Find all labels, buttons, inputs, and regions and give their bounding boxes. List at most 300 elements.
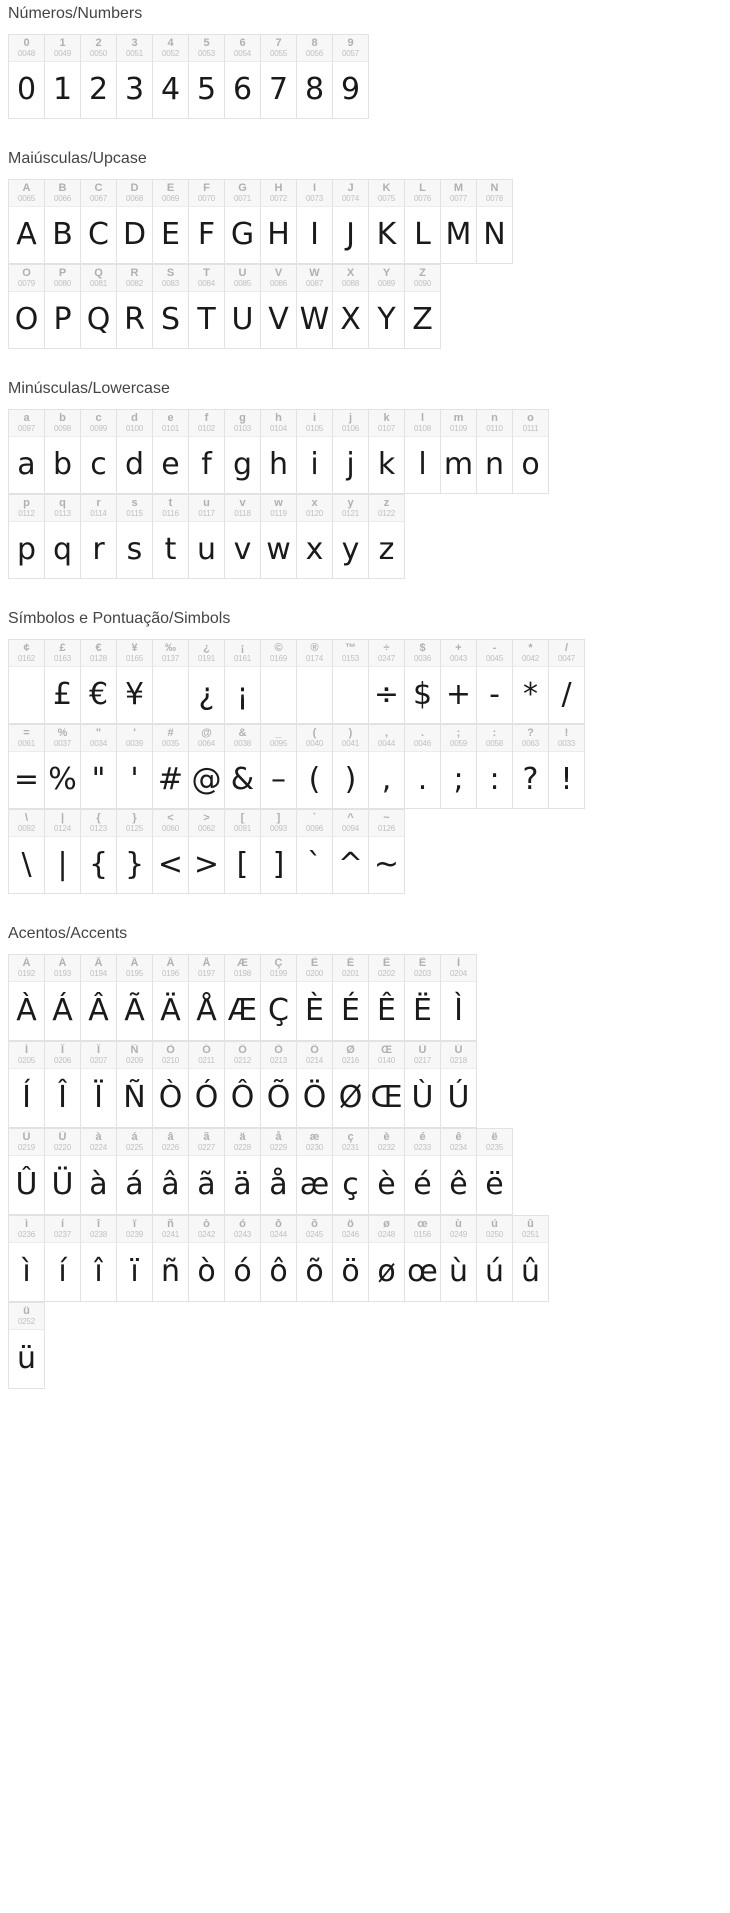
glyph-cell-header xyxy=(9,35,44,62)
glyph-cell-header xyxy=(477,1129,512,1156)
glyph-cell[interactable] xyxy=(441,1042,477,1128)
glyph-cell[interactable] xyxy=(369,640,405,724)
glyph-cell[interactable] xyxy=(333,495,369,579)
glyph-preview: [ xyxy=(236,847,249,882)
glyph-row xyxy=(8,409,549,494)
glyph-character-label: _ xyxy=(275,727,282,739)
glyph-character-label: / xyxy=(564,642,569,654)
glyph-preview: v xyxy=(233,532,252,567)
glyph-character-label: ¢ xyxy=(23,642,30,654)
glyph-cell[interactable] xyxy=(333,810,369,894)
glyph-cell[interactable] xyxy=(9,810,45,894)
glyph-preview: F xyxy=(197,217,216,252)
glyph-cell[interactable] xyxy=(189,955,225,1041)
glyph-preview: { xyxy=(88,847,109,882)
glyph-cell[interactable] xyxy=(45,1129,81,1215)
glyph-cell-header xyxy=(441,1042,476,1069)
glyph-cell[interactable] xyxy=(261,35,297,119)
glyph-cell[interactable] xyxy=(153,495,189,579)
glyph-cell-header xyxy=(225,35,260,62)
glyph-cell[interactable] xyxy=(225,35,261,119)
glyph-cell[interactable] xyxy=(513,410,549,494)
glyph-cell[interactable] xyxy=(81,640,117,724)
glyph-cell[interactable] xyxy=(9,495,45,579)
glyph-cell[interactable] xyxy=(225,495,261,579)
glyph-cell[interactable] xyxy=(405,1042,441,1128)
glyph-preview: r xyxy=(92,532,105,567)
glyph-cell[interactable] xyxy=(117,640,153,724)
glyph-cell[interactable] xyxy=(297,810,333,894)
glyph-character-label: ® xyxy=(310,642,319,654)
glyph-cell[interactable] xyxy=(369,1216,405,1302)
glyph-cell[interactable] xyxy=(153,725,189,809)
glyph-cell[interactable] xyxy=(45,725,81,809)
glyph-code-label: 0233 xyxy=(414,1143,431,1152)
glyph-cell[interactable] xyxy=(9,1303,45,1389)
glyph-cell[interactable] xyxy=(225,955,261,1041)
glyph-preview: w xyxy=(266,532,291,567)
glyph-character-label: Ü xyxy=(58,1131,67,1143)
glyph-cell[interactable] xyxy=(405,1216,441,1302)
glyph-code-label: 0038 xyxy=(234,739,251,748)
glyph-cell[interactable] xyxy=(333,1216,369,1302)
glyph-character-label: ë xyxy=(491,1131,498,1143)
glyph-character-label: T xyxy=(203,267,210,279)
glyph-cell[interactable] xyxy=(405,725,441,809)
glyph-cell-header xyxy=(9,1216,44,1243)
glyph-cell[interactable] xyxy=(189,1042,225,1128)
glyph-cell[interactable] xyxy=(513,1216,549,1302)
glyph-cell-header xyxy=(45,1129,80,1156)
glyph-cell[interactable] xyxy=(117,725,153,809)
glyph-cell[interactable] xyxy=(369,1129,405,1215)
glyph-cell-header xyxy=(81,265,116,292)
glyph-preview: l xyxy=(418,447,427,482)
glyph-preview: ï xyxy=(130,1254,139,1289)
glyph-cell[interactable] xyxy=(261,1042,297,1128)
glyph-cell[interactable] xyxy=(261,1216,297,1302)
glyph-code-label: 0251 xyxy=(522,1230,539,1239)
glyph-cell[interactable] xyxy=(45,35,81,119)
glyph-preview: > xyxy=(193,847,220,882)
glyph-cell[interactable] xyxy=(189,1216,225,1302)
glyph-character-label: ÷ xyxy=(383,642,390,654)
glyph-cell[interactable] xyxy=(405,640,441,724)
glyph-cell[interactable] xyxy=(441,1216,477,1302)
glyph-preview: Í xyxy=(22,1080,31,1115)
glyph-code-label: 0239 xyxy=(126,1230,143,1239)
glyph-cell-header xyxy=(261,1129,296,1156)
glyph-character-label: W xyxy=(309,267,320,279)
glyph-cell[interactable] xyxy=(189,265,225,349)
glyph-cell-header xyxy=(153,1129,188,1156)
glyph-cell-header xyxy=(369,640,404,667)
glyph-row xyxy=(8,1302,45,1389)
glyph-cell[interactable] xyxy=(45,410,81,494)
glyph-preview: € xyxy=(88,677,109,712)
glyph-cell[interactable] xyxy=(9,180,45,264)
glyph-cell[interactable] xyxy=(225,1129,261,1215)
glyph-cell[interactable] xyxy=(477,725,513,809)
glyph-preview: Ò xyxy=(158,1080,183,1115)
glyph-preview: é xyxy=(413,1167,432,1202)
glyph-cell-header xyxy=(405,1216,440,1243)
glyph-cell[interactable] xyxy=(297,725,333,809)
glyph-cell[interactable] xyxy=(45,495,81,579)
glyph-cell[interactable] xyxy=(153,810,189,894)
glyph-preview: % xyxy=(48,762,77,797)
glyph-row xyxy=(8,1128,513,1215)
glyph-preview: 3 xyxy=(124,72,145,107)
glyph-code-label: 0037 xyxy=(54,739,71,748)
glyph-code-label: 0077 xyxy=(450,194,467,203)
glyph-cell[interactable] xyxy=(153,35,189,119)
glyph-cell[interactable] xyxy=(45,640,81,724)
glyph-cell[interactable] xyxy=(477,180,513,264)
glyph-character-label: V xyxy=(274,267,283,279)
glyph-character-label: Ä xyxy=(166,957,175,969)
glyph-cell[interactable] xyxy=(189,35,225,119)
glyph-character-label: Ó xyxy=(202,1044,211,1056)
glyph-cell[interactable] xyxy=(189,725,225,809)
glyph-cell[interactable] xyxy=(117,180,153,264)
glyph-code-label: 0111 xyxy=(522,424,539,433)
glyph-character-label: Û xyxy=(22,1131,31,1143)
glyph-cell[interactable] xyxy=(441,1129,477,1215)
glyph-cell[interactable] xyxy=(153,1042,189,1128)
glyph-preview: ó xyxy=(233,1254,252,1289)
glyph-cell[interactable] xyxy=(261,955,297,1041)
glyph-cell-header xyxy=(189,410,224,437)
glyph-preview: . xyxy=(417,762,428,797)
glyph-cell[interactable] xyxy=(117,810,153,894)
glyph-character-label: = xyxy=(23,727,30,739)
glyph-code-label: 0114 xyxy=(90,509,107,518)
glyph-cell[interactable] xyxy=(153,955,189,1041)
glyph-cell[interactable] xyxy=(81,725,117,809)
glyph-cell[interactable] xyxy=(369,410,405,494)
glyph-preview: î xyxy=(94,1254,103,1289)
glyph-cell[interactable] xyxy=(153,265,189,349)
glyph-cell[interactable] xyxy=(117,495,153,579)
glyph-cell[interactable] xyxy=(189,495,225,579)
glyph-preview: + xyxy=(445,677,472,712)
glyph-preview: g xyxy=(232,447,253,482)
glyph-preview: , xyxy=(381,762,392,797)
glyph-cell[interactable] xyxy=(45,955,81,1041)
glyph-cell[interactable] xyxy=(9,725,45,809)
glyph-code-label: 0069 xyxy=(162,194,179,203)
glyph-preview: s xyxy=(126,532,143,567)
glyph-character-label: D xyxy=(130,182,139,194)
glyph-cell[interactable] xyxy=(225,725,261,809)
glyph-character-label: i xyxy=(312,412,317,424)
glyph-cell[interactable] xyxy=(261,410,297,494)
glyph-code-label: 0104 xyxy=(270,424,287,433)
glyph-cell[interactable] xyxy=(153,1129,189,1215)
glyph-cell[interactable] xyxy=(153,180,189,264)
glyph-cell-header xyxy=(441,410,476,437)
glyph-character-label: ~ xyxy=(383,812,390,824)
glyph-cell-header xyxy=(333,265,368,292)
glyph-cell[interactable] xyxy=(189,640,225,724)
glyph-cell[interactable] xyxy=(441,725,477,809)
glyph-cell[interactable] xyxy=(117,955,153,1041)
glyph-code-label: 0169 xyxy=(270,654,287,663)
glyph-cell[interactable] xyxy=(333,1129,369,1215)
glyph-cell[interactable] xyxy=(261,1129,297,1215)
glyph-cell-header xyxy=(297,640,332,667)
glyph-cell[interactable] xyxy=(297,640,333,724)
glyph-cell-header xyxy=(45,35,80,62)
glyph-cell-header xyxy=(297,410,332,437)
glyph-cell[interactable] xyxy=(225,265,261,349)
glyph-cell[interactable] xyxy=(45,1042,81,1128)
glyph-character-label: œ xyxy=(417,1218,428,1230)
glyph-preview: 5 xyxy=(196,72,217,107)
glyph-cell-header xyxy=(189,955,224,982)
glyph-cell[interactable] xyxy=(477,410,513,494)
glyph-preview: # xyxy=(157,762,184,797)
section-title: Símbolos e Pontuação/Simbols xyxy=(8,610,231,627)
glyph-cell-header xyxy=(477,410,512,437)
glyph-cell[interactable] xyxy=(189,180,225,264)
glyph-code-label: 0097 xyxy=(18,424,35,433)
glyph-character-label: t xyxy=(168,497,173,509)
glyph-preview: : xyxy=(489,762,500,797)
glyph-cell[interactable] xyxy=(225,1042,261,1128)
glyph-cell[interactable] xyxy=(117,265,153,349)
glyph-cell-header xyxy=(153,265,188,292)
glyph-cell[interactable] xyxy=(297,265,333,349)
glyph-code-label: 0050 xyxy=(90,49,107,58)
glyph-cell[interactable] xyxy=(369,1042,405,1128)
glyph-cell-header xyxy=(45,495,80,522)
glyph-character-label: ñ xyxy=(167,1218,174,1230)
glyph-cell[interactable] xyxy=(333,410,369,494)
glyph-cell[interactable] xyxy=(117,1129,153,1215)
glyph-cell[interactable] xyxy=(81,410,117,494)
glyph-preview: Ñ xyxy=(123,1080,146,1115)
glyph-preview: ù xyxy=(448,1254,468,1289)
glyph-cell[interactable] xyxy=(117,1042,153,1128)
glyph-cell[interactable] xyxy=(333,265,369,349)
glyph-cell-header xyxy=(369,725,404,752)
glyph-character-label: ï xyxy=(132,1218,137,1230)
glyph-cell[interactable] xyxy=(225,410,261,494)
glyph-cell[interactable] xyxy=(369,265,405,349)
glyph-cell[interactable] xyxy=(81,810,117,894)
glyph-cell[interactable] xyxy=(441,410,477,494)
glyph-cell[interactable] xyxy=(333,35,369,119)
glyph-character-label: A xyxy=(22,182,31,194)
glyph-character-label: J xyxy=(347,182,354,194)
glyph-cell[interactable] xyxy=(81,1129,117,1215)
glyph-cell[interactable] xyxy=(405,1129,441,1215)
glyph-character-label: h xyxy=(275,412,282,424)
glyph-cell[interactable] xyxy=(477,640,513,724)
glyph-character-label: * xyxy=(528,642,533,654)
glyph-preview: - xyxy=(489,677,500,712)
glyph-cell[interactable] xyxy=(81,180,117,264)
glyph-character-label: ò xyxy=(203,1218,210,1230)
glyph-character-label: ã xyxy=(203,1131,210,1143)
glyph-character-label: < xyxy=(167,812,174,824)
glyph-cell[interactable] xyxy=(297,1129,333,1215)
glyph-cell[interactable] xyxy=(297,495,333,579)
glyph-preview: P xyxy=(53,302,72,337)
glyph-cell-header xyxy=(45,180,80,207)
glyph-cell[interactable] xyxy=(225,1216,261,1302)
glyph-cell[interactable] xyxy=(117,410,153,494)
glyph-cell[interactable] xyxy=(189,410,225,494)
glyph-character-label: M xyxy=(453,182,464,194)
glyph-code-label: 0204 xyxy=(450,969,467,978)
glyph-cell[interactable] xyxy=(9,1129,45,1215)
glyph-cell[interactable] xyxy=(513,640,549,724)
glyph-cell[interactable] xyxy=(9,1042,45,1128)
glyph-code-label: 0067 xyxy=(90,194,107,203)
glyph-character-label: 4 xyxy=(167,37,174,49)
glyph-preview: Â xyxy=(88,993,109,1028)
glyph-preview: É xyxy=(341,993,360,1028)
glyph-cell[interactable] xyxy=(261,810,297,894)
glyph-character-label: P xyxy=(58,267,67,279)
glyph-cell[interactable] xyxy=(477,1129,513,1215)
glyph-preview: I xyxy=(310,217,319,252)
glyph-preview: ô xyxy=(269,1254,288,1289)
glyph-code-label: 0117 xyxy=(198,509,215,518)
glyph-cell-header xyxy=(441,1216,476,1243)
glyph-code-label: 0218 xyxy=(450,1056,467,1065)
glyph-cell[interactable] xyxy=(189,810,225,894)
glyph-cell-header xyxy=(297,35,332,62)
glyph-cell[interactable] xyxy=(297,410,333,494)
glyph-preview: u xyxy=(196,532,216,567)
glyph-cell[interactable] xyxy=(549,640,585,724)
glyph-cell-header xyxy=(405,265,440,292)
glyph-cell[interactable] xyxy=(261,495,297,579)
glyph-cell[interactable] xyxy=(369,955,405,1041)
glyph-cell[interactable] xyxy=(333,640,369,724)
glyph-cell-header xyxy=(45,1216,80,1243)
glyph-cell[interactable] xyxy=(45,265,81,349)
glyph-cell[interactable] xyxy=(441,180,477,264)
glyph-cell[interactable] xyxy=(369,810,405,894)
glyph-cell[interactable] xyxy=(81,495,117,579)
glyph-character-label: ó xyxy=(239,1218,246,1230)
glyph-cell[interactable] xyxy=(153,1216,189,1302)
glyph-cell[interactable] xyxy=(117,35,153,119)
glyph-cell[interactable] xyxy=(81,955,117,1041)
glyph-cell[interactable] xyxy=(81,1042,117,1128)
glyph-cell[interactable] xyxy=(9,410,45,494)
glyph-cell[interactable] xyxy=(369,725,405,809)
glyph-cell[interactable] xyxy=(9,1216,45,1302)
glyph-cell[interactable] xyxy=(9,955,45,1041)
glyph-cell[interactable] xyxy=(117,1216,153,1302)
glyph-cell-header xyxy=(369,810,404,837)
glyph-section xyxy=(0,924,730,1389)
glyph-preview: Ê xyxy=(377,993,396,1028)
glyph-preview: m xyxy=(443,447,474,482)
glyph-cell[interactable] xyxy=(297,1042,333,1128)
glyph-cell[interactable] xyxy=(45,180,81,264)
glyph-cell[interactable] xyxy=(261,265,297,349)
glyph-cell[interactable] xyxy=(513,725,549,809)
glyph-cell[interactable] xyxy=(297,35,333,119)
glyph-preview: û xyxy=(520,1254,540,1289)
glyph-cell[interactable] xyxy=(9,35,45,119)
glyph-cell[interactable] xyxy=(549,725,585,809)
glyph-preview: V xyxy=(268,302,289,337)
glyph-cell-header xyxy=(549,725,584,752)
glyph-cell[interactable] xyxy=(81,265,117,349)
glyph-cell[interactable] xyxy=(369,495,405,579)
glyph-cell[interactable] xyxy=(153,640,189,724)
glyph-cell[interactable] xyxy=(405,410,441,494)
glyph-cell[interactable] xyxy=(333,180,369,264)
glyph-cell[interactable] xyxy=(441,640,477,724)
glyph-cell[interactable] xyxy=(189,1129,225,1215)
glyph-cell[interactable] xyxy=(225,640,261,724)
glyph-preview: Î xyxy=(58,1080,67,1115)
glyph-cell[interactable] xyxy=(441,955,477,1041)
glyph-character-label: ' xyxy=(133,727,136,739)
glyph-code-label: 0231 xyxy=(342,1143,359,1152)
glyph-cell[interactable] xyxy=(405,955,441,1041)
glyph-cell-header xyxy=(369,1042,404,1069)
glyph-cell[interactable] xyxy=(477,1216,513,1302)
glyph-cell[interactable] xyxy=(297,180,333,264)
glyph-code-label: 0048 xyxy=(18,49,35,58)
glyph-cell[interactable] xyxy=(369,180,405,264)
glyph-cell[interactable] xyxy=(333,955,369,1041)
glyph-preview: ç xyxy=(342,1167,359,1202)
glyph-cell[interactable] xyxy=(45,1216,81,1302)
glyph-cell[interactable] xyxy=(297,1216,333,1302)
glyph-cell[interactable] xyxy=(261,180,297,264)
glyph-cell-header xyxy=(225,265,260,292)
glyph-cell[interactable] xyxy=(297,955,333,1041)
glyph-preview: Ó xyxy=(194,1080,219,1115)
glyph-cell[interactable] xyxy=(81,35,117,119)
glyph-cell[interactable] xyxy=(81,1216,117,1302)
glyph-code-label: 0209 xyxy=(126,1056,143,1065)
glyph-cell[interactable] xyxy=(9,265,45,349)
glyph-code-label: 0036 xyxy=(414,654,431,663)
glyph-character-label: ¿ xyxy=(203,642,210,654)
glyph-cell-header xyxy=(513,725,548,752)
glyph-character-label: î xyxy=(96,1218,101,1230)
glyph-preview: \ xyxy=(21,847,32,882)
glyph-preview: ò xyxy=(197,1254,216,1289)
glyph-cell[interactable] xyxy=(333,725,369,809)
glyph-cell[interactable] xyxy=(9,640,45,724)
glyph-cell[interactable] xyxy=(225,810,261,894)
glyph-cell[interactable] xyxy=(225,180,261,264)
glyph-cell[interactable] xyxy=(405,265,441,349)
glyph-cell[interactable] xyxy=(261,725,297,809)
glyph-cell[interactable] xyxy=(261,640,297,724)
glyph-cell[interactable] xyxy=(45,810,81,894)
glyph-preview: o xyxy=(521,447,540,482)
glyph-cell[interactable] xyxy=(153,410,189,494)
glyph-cell-header xyxy=(189,35,224,62)
glyph-preview: " xyxy=(91,762,106,797)
glyph-cell[interactable] xyxy=(333,1042,369,1128)
glyph-cell[interactable] xyxy=(405,180,441,264)
